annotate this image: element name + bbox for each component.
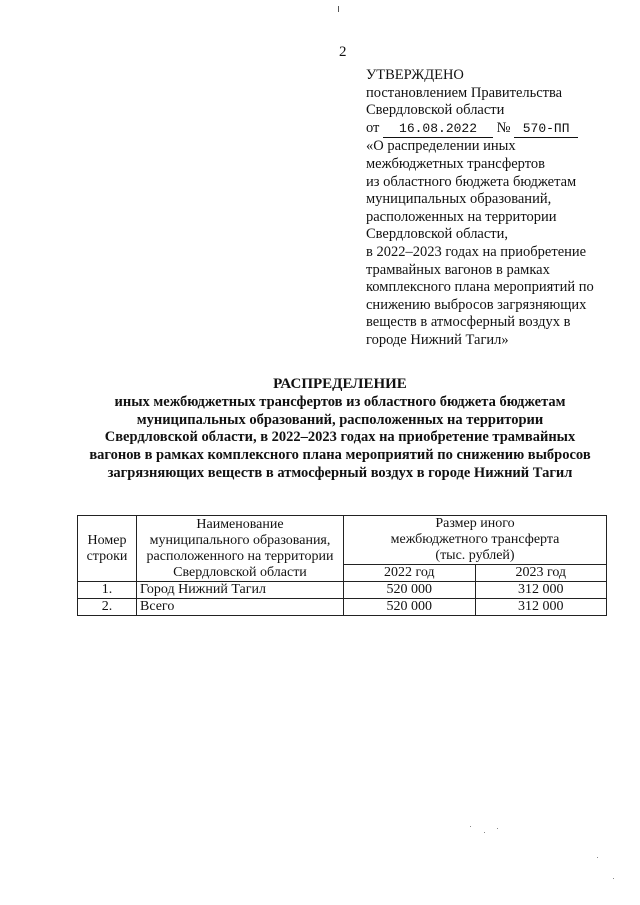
subject-line: из областного бюджета бюджетам bbox=[366, 173, 577, 190]
approval-date-line bbox=[366, 120, 626, 139]
title-line: вагонов в рамках комплексного плана мероприятий по снижению выбросов bbox=[89, 447, 591, 464]
distribution-table bbox=[77, 515, 607, 616]
scan-mark bbox=[497, 828, 498, 829]
title-line: загрязняющих веществ в атмосферный воздух в городе Нижний Тагил bbox=[107, 464, 573, 481]
header-year-2023: 2023 год bbox=[475, 565, 607, 582]
header-text: (тыс. рублей) bbox=[435, 548, 515, 563]
header-text: межбюджетного трансферта bbox=[390, 532, 560, 547]
header-text: Размер иного bbox=[435, 516, 515, 531]
approval-line: постановлением Правительства bbox=[366, 84, 563, 101]
table-row bbox=[78, 582, 607, 599]
title-line: Свердловской области, в 2022–2023 годах на приобретение трамвайных bbox=[104, 429, 576, 446]
page-number: 2 bbox=[339, 44, 347, 60]
cell-municipality: Всего bbox=[137, 599, 344, 616]
title-line: муниципальных образований, расположенных на территории bbox=[136, 411, 544, 428]
cell-amount-2022: 520 000 bbox=[344, 582, 476, 599]
header-text: расположенного на территории bbox=[146, 548, 334, 564]
approval-heading: УТВЕРЖДЕНО bbox=[366, 67, 464, 83]
cell-municipality: Город Нижний Тагил bbox=[137, 582, 344, 599]
number-prefix: № bbox=[496, 119, 511, 136]
subject-line: городе Нижний Тагил» bbox=[366, 331, 509, 348]
scan-mark bbox=[613, 878, 614, 879]
header-amount bbox=[344, 516, 607, 565]
cell-amount-2022: 520 000 bbox=[344, 599, 476, 616]
header-municipality bbox=[137, 516, 344, 582]
scan-mark bbox=[597, 857, 598, 858]
approval-block bbox=[366, 67, 626, 350]
header-text: строки bbox=[86, 548, 128, 564]
subject-line: снижению выбросов загрязняющих bbox=[366, 296, 587, 313]
subject-line: комплексного плана мероприятий по bbox=[366, 279, 594, 296]
scan-mark bbox=[338, 6, 339, 12]
table-row bbox=[78, 599, 607, 616]
cell-row-number: 2. bbox=[78, 599, 137, 616]
title-main: РАСПРЕДЕЛЕНИЕ bbox=[273, 376, 407, 392]
header-row-number bbox=[78, 516, 137, 582]
subject-line: «О распределении иных bbox=[366, 138, 516, 155]
header-text: Свердловской области bbox=[173, 564, 307, 580]
date-prefix: от bbox=[366, 119, 380, 136]
subject-line: муниципальных образований, bbox=[366, 191, 552, 208]
subject-line: расположенных на территории bbox=[366, 208, 557, 225]
scan-mark bbox=[470, 826, 471, 827]
title-line: иных межбюджетных трансфертов из областного бюджета бюджетам bbox=[114, 393, 566, 410]
table-header-row bbox=[78, 516, 607, 565]
subject-line: веществ в атмосферный воздух в bbox=[366, 314, 571, 331]
header-text: муниципального образования, bbox=[149, 532, 331, 548]
cell-row-number: 1. bbox=[78, 582, 137, 599]
header-text: Наименование bbox=[196, 516, 284, 532]
subject-line: межбюджетных трансфертов bbox=[366, 155, 545, 172]
subject-line: в 2022–2023 годах на приобретение bbox=[366, 243, 587, 260]
header-year-2022: 2022 год bbox=[344, 565, 476, 582]
cell-amount-2023: 312 000 bbox=[475, 599, 607, 616]
approval-line: Свердловской области bbox=[366, 102, 505, 119]
cell-amount-2023: 312 000 bbox=[475, 582, 607, 599]
scan-mark bbox=[484, 832, 485, 833]
document-title bbox=[60, 376, 620, 483]
subject-line: Свердловской области, bbox=[366, 226, 509, 243]
approval-number: 570-ПП bbox=[514, 120, 578, 139]
subject-line: трамвайных вагонов в рамках bbox=[366, 261, 550, 278]
approval-date: 16.08.2022 bbox=[383, 120, 493, 139]
header-text: Номер bbox=[87, 532, 127, 548]
